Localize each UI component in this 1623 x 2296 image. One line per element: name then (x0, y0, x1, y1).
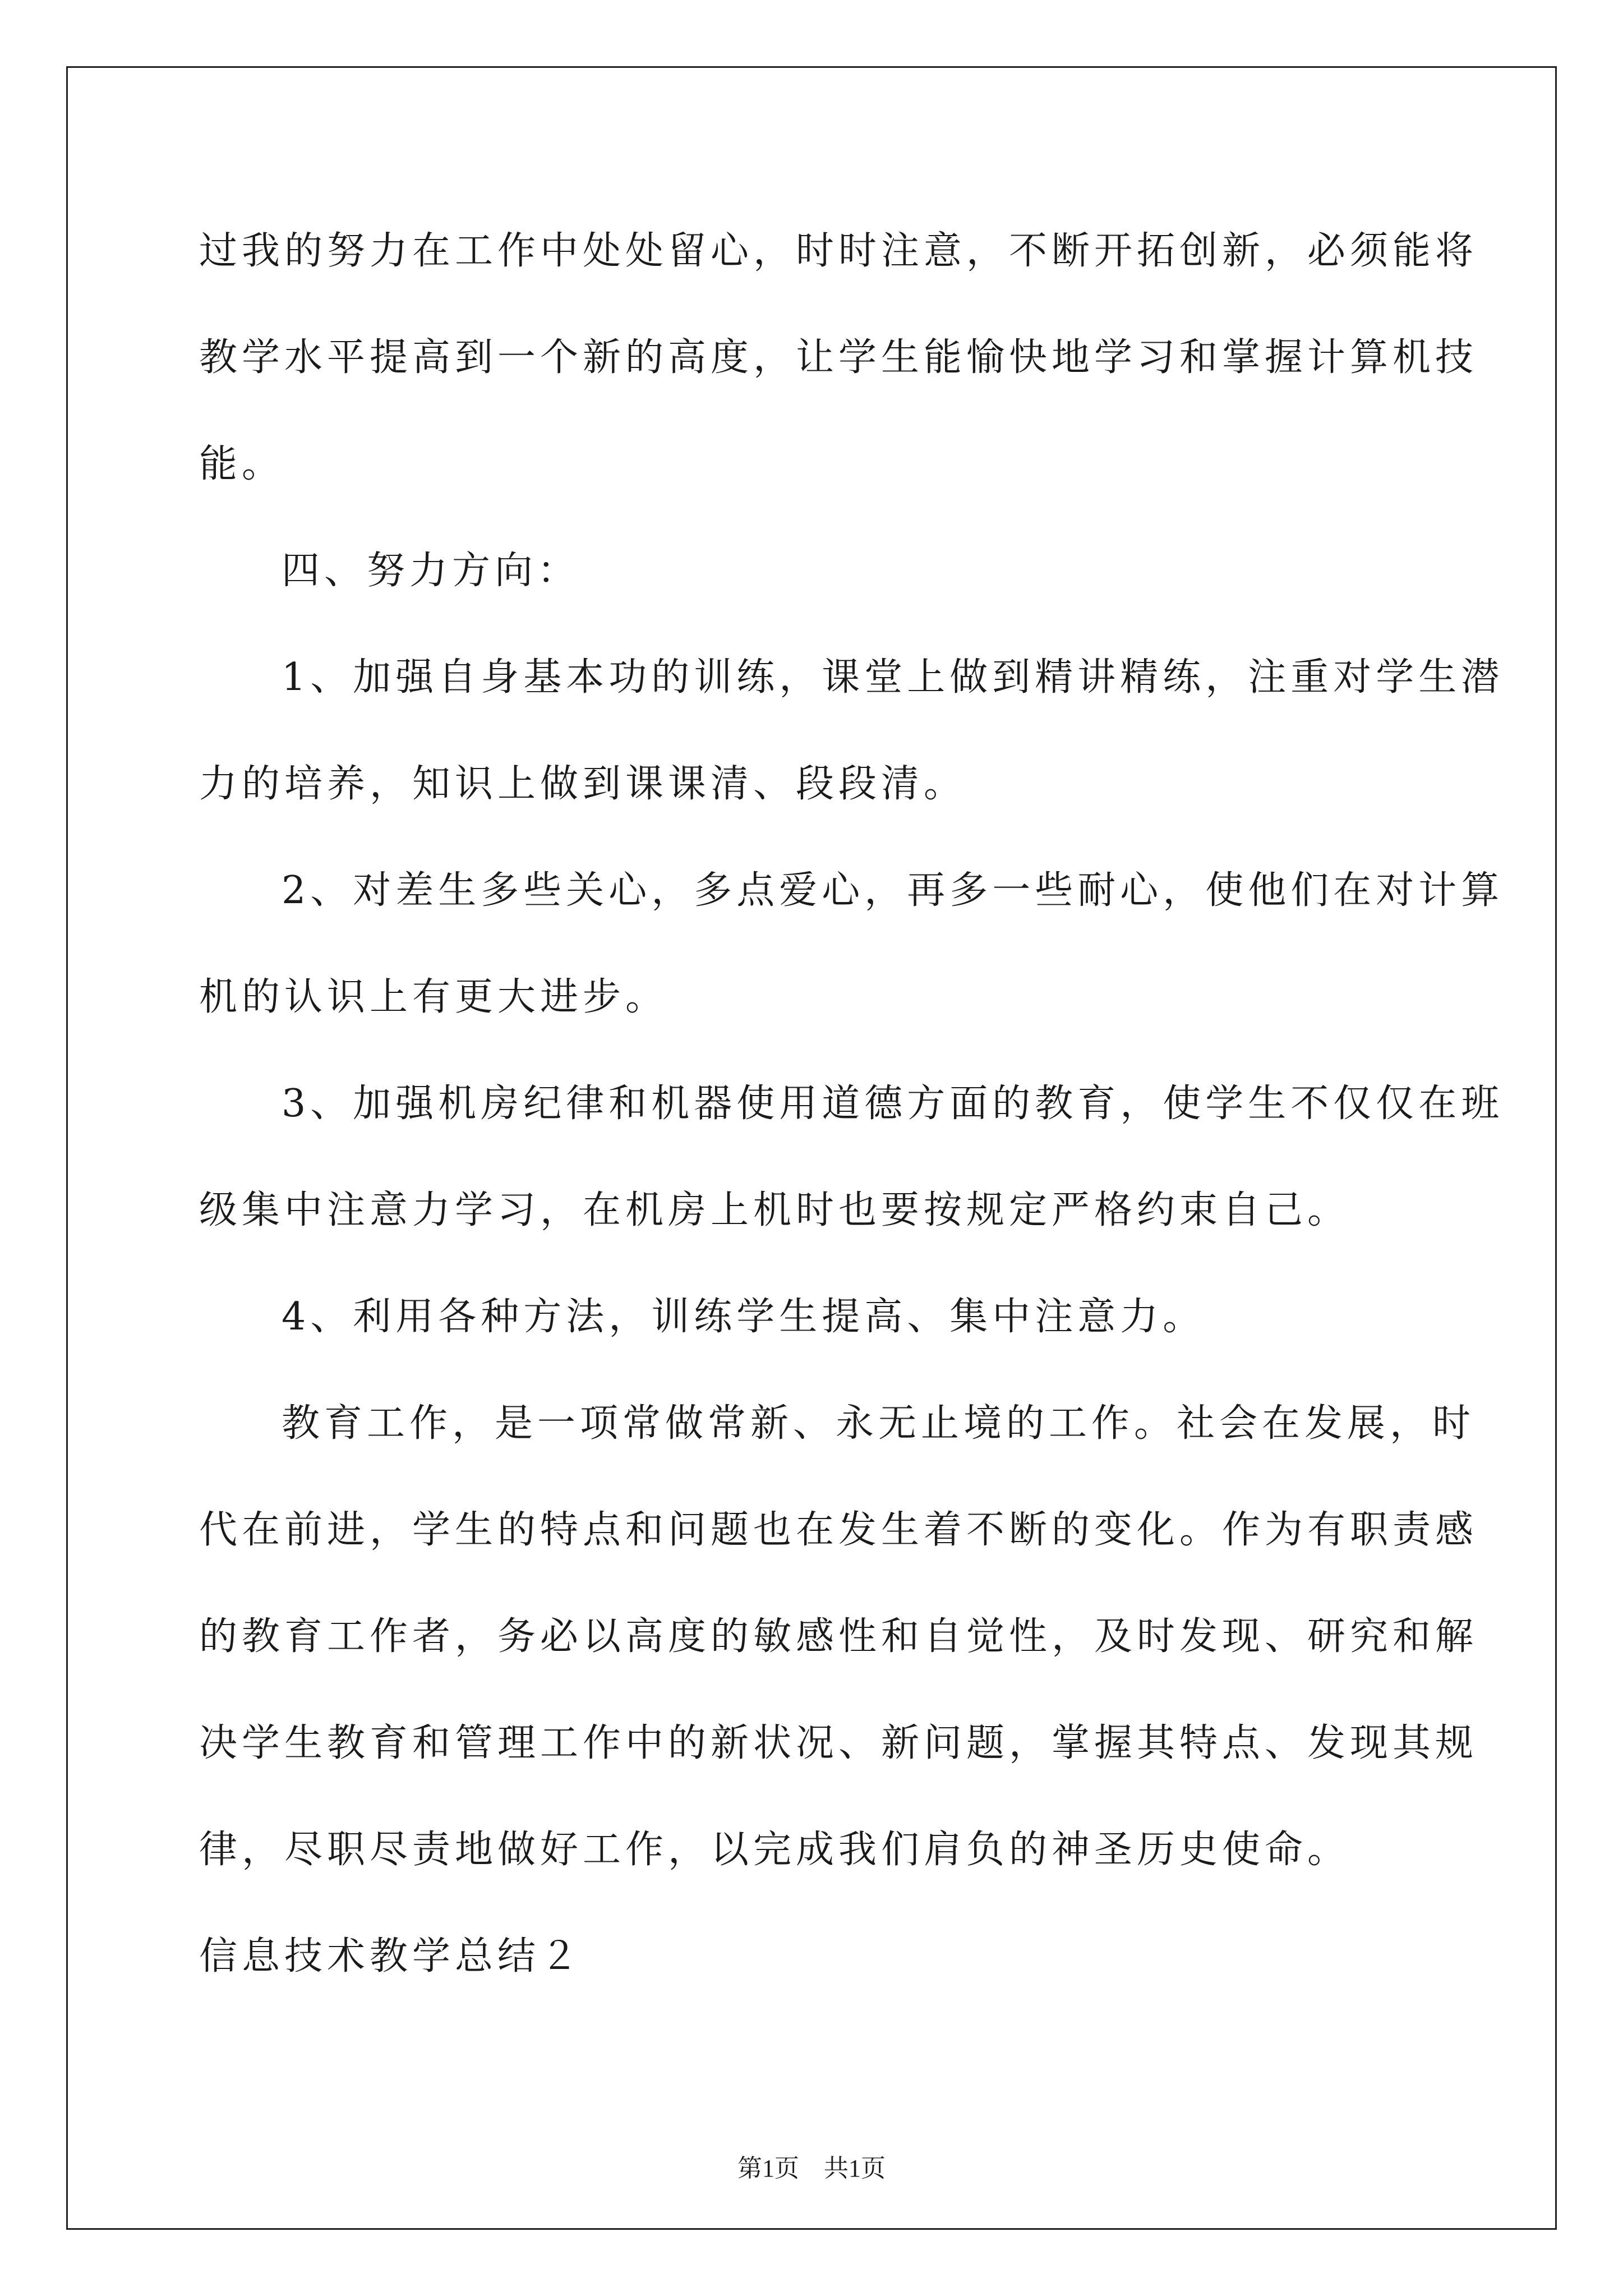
section-heading: 四、努力方向： (282, 549, 580, 593)
page-footer: 第1页 共1页 (737, 2155, 886, 2182)
item-2-line-1: 2、对差生多些关心，多点爱心，再多一些耐心，使他们在对计算 (282, 868, 1504, 913)
item-4-line-1: 4、利用各种方法，训练学生提高、集中注意力。 (282, 1295, 1206, 1339)
item-1-line-2: 力的培养，知识上做到课课清、段段清。 (199, 762, 967, 806)
conclusion-line-4: 决学生教育和管理工作中的新状况、新问题，掌握其特点、发现其规 (199, 1721, 1478, 1765)
item-2-line-2: 机的认识上有更大进步。 (199, 975, 668, 1019)
section-title: 信息技术教学总结２ (199, 1934, 583, 1978)
conclusion-line-1: 教育工作，是一项常做常新、永无止境的工作。社会在发展，时 (282, 1401, 1476, 1446)
body-line-1: 过我的努力在工作中处处留心，时时注意，不断开拓创新，必须能将 (199, 229, 1478, 273)
conclusion-line-3: 的教育工作者，务必以高度的敏感性和自觉性，及时发现、研究和解 (199, 1614, 1478, 1659)
item-3-line-2: 级集中注意力学习，在机房上机时也要按规定严格约束自己。 (199, 1188, 1350, 1232)
conclusion-line-2: 代在前进，学生的特点和问题也在发生着不断的变化。作为有职责感 (199, 1508, 1478, 1552)
body-line-2: 教学水平提高到一个新的高度，让学生能愉快地学习和掌握计算机技 (199, 335, 1478, 380)
item-3-line-1: 3、加强机房纪律和机器使用道德方面的教育，使学生不仅仅在班 (282, 1082, 1504, 1126)
body-line-3: 能。 (199, 442, 285, 486)
conclusion-line-5: 律，尽职尽责地做好工作，以完成我们肩负的神圣历史使命。 (199, 1828, 1350, 1872)
page-border (66, 66, 1557, 2230)
item-1-line-1: 1、加强自身基本功的训练，课堂上做到精讲精练，注重对学生潜 (282, 655, 1504, 700)
